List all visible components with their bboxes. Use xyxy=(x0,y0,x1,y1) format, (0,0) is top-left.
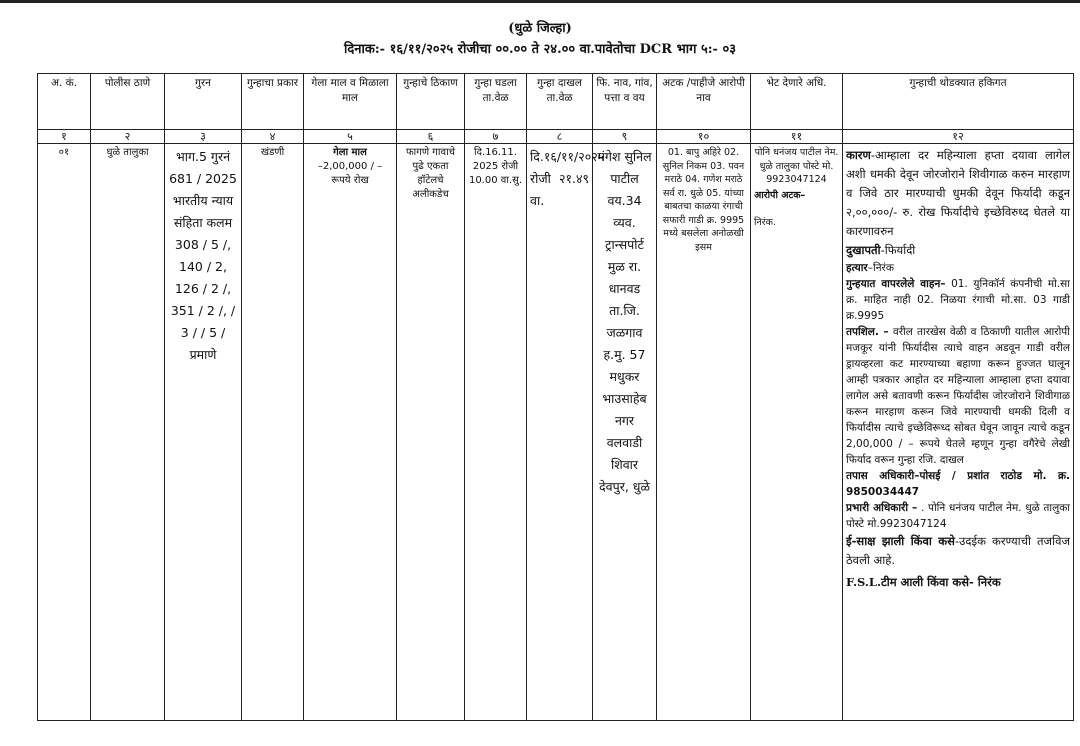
cell-registered: दि.१६/११/२०२५ रोजी २१.४९ वा. xyxy=(527,144,593,721)
cell-place: फागणे गावाचे पुढे एकता हॉटेलचे अलीकडेच xyxy=(397,144,465,721)
reason-label: कारण xyxy=(846,148,871,162)
col-number: ७ xyxy=(465,130,527,144)
col-number: १२ xyxy=(843,130,1074,144)
fsl-text: F.S.L.टीम आली किंवा कसे- निरंक xyxy=(846,575,1001,589)
col-header-registered: गुन्हा दाखल ता.वेळ xyxy=(527,74,593,130)
col-number: १ xyxy=(38,130,91,144)
col-number: ९ xyxy=(593,130,657,144)
district-title: (धुळे जिल्हा) xyxy=(508,21,572,36)
col-header-accused: अटक /पाहीजे आरोपी नाव xyxy=(657,74,751,130)
property-title: गेला माल xyxy=(333,147,367,158)
column-header-row xyxy=(38,74,1074,130)
weapon-label: हत्यार xyxy=(846,262,868,274)
vehicle-label: गुन्हयात वापरलेले वाहन– xyxy=(846,278,946,290)
cell-visiting-officer xyxy=(751,144,843,721)
vehicle-text: 01. युनिकॉर्न कंपनीची मो.सा क्र. माहित नाही 02. निळया रंगाची मो.सा. 03 गाडी क्र.9995 xyxy=(846,278,1070,322)
victim-label: दुखापती xyxy=(846,243,881,257)
cell-property xyxy=(304,144,397,721)
incharge-label: प्रभारी अधिकारी – xyxy=(846,502,918,514)
col-header-serial: अ. कं. xyxy=(38,74,91,130)
cell-police-station: धुळे तालुका xyxy=(91,144,165,721)
top-border xyxy=(0,0,1080,3)
column-number-row xyxy=(38,130,1074,144)
col-header-crime-type: गुन्हाचा प्रकार xyxy=(242,74,304,130)
esakshya-text: -उदईक करण्याची तजविज ठेवली आहे. xyxy=(846,534,1070,567)
col-header-complainant: फि. नाव, गांव, पत्ता व वय xyxy=(593,74,657,130)
accused-arrest-value: निरंक. xyxy=(754,217,776,228)
esakshya-label: ई-साक्ष झाली किंवा कसे xyxy=(846,534,955,548)
cell-complainant: मंगेश सुनिल पाटील वय.34 व्यव. ट्रान्सपोर्ट मुळ रा. धानवड ता.जि. जळगाव ह.मु. 57 मधुकर भाउसाहेब नगर वलवाडी शिवार देवपुर, धुळे xyxy=(593,144,657,721)
col-header-place: गुन्हाचे ठिकाण xyxy=(397,74,465,130)
cell-case-no: भाग.5 गुरनं 681 / 2025 भारतीय न्याय संहिता कलम 308 / 5 /, 140 / 2, 126 / 2 /, 351 / 2 /, / 3 / / 5 / प्रमाणे xyxy=(165,144,242,721)
property-value: –2,00,000 / – रूपये रोख xyxy=(317,161,383,186)
col-header-occurred: गुन्हा घडला ता.वेळ xyxy=(465,74,527,130)
details-text: वरील तारखेस वेळी व ठिकाणी यातील आरोपी मजकूर यांनी फिर्यादीस त्याचे वाहन अडवून गाडी वरील ड्रायव्हरला कट मारण्याच्या बहाणा करून हुज्जत घालून आम्ही पत्रकार आहोत दर महिन्याला आम्हाला हप्ता दयावा लागेल असे बतावणी करून फिर्यादीस जोरजोराने शिवीगाळ करून मारहाण करून जिवे मारण्याची धमकी दिली व फिर्यादीस त्याचे इच्छेविरूध्द सोबत घेवून जावून त्याचे कडून 2,00,000 / – रूपये घेतले म्हणून गुन्हा वगैरेचे लेखी फिर्याद वरून गुन्हा रजि. दाखल xyxy=(846,326,1070,466)
col-number: ८ xyxy=(527,130,593,144)
investigating-officer: तपास अधिकारी–पोसई / प्रशांत राठोड मो. क्र. 9850034447 xyxy=(846,470,1070,498)
weapon-text: –निरंक xyxy=(867,262,894,274)
accused-arrest-label: आरोपी अटक– xyxy=(754,189,806,201)
reason-text: -आम्हाला दर महिन्याला हप्ता दयावा लागेल अशी धमकी देवून जोरजोराने शिवीगाळ करुन मारहाण व जिवे ठार मारण्याची धुमकी देवून फिर्यादी कडून २,००,०००/- रु. रोख फिर्यादीचे इच्छेविरुध्द घेतले या कारणावरुन xyxy=(846,148,1070,238)
col-number: ६ xyxy=(397,130,465,144)
cell-serial: ०१ xyxy=(38,144,91,721)
col-number: ३ xyxy=(165,130,242,144)
cell-accused: 01. बापु अहिरे 02. सुनिल निकम 03. पवन मराठे 04. गणेश मराठे सर्व रा. धुळे 05. यांच्या बाबतचा काळया रंगाची सफारी गाडी क्र. 9995 मध्ये बसलेला अनोळखी इसम xyxy=(657,144,751,721)
col-number: ११ xyxy=(751,130,843,144)
col-number: १० xyxy=(657,130,751,144)
table-row xyxy=(38,144,1074,721)
col-number: ५ xyxy=(304,130,397,144)
victim-text: -फिर्यादी xyxy=(880,243,916,257)
cell-facts xyxy=(843,144,1074,721)
cell-occurred: दि.16.11. 2025 रोजी 10.00 वा.सु. xyxy=(465,144,527,721)
col-header-police-station: पोलीस ठाणे xyxy=(91,74,165,130)
cell-crime-type: खंडणी xyxy=(242,144,304,721)
col-header-property: गेला माल व मिळाला माल xyxy=(304,74,397,130)
col-header-case-no: गुरन xyxy=(165,74,242,130)
visiting-officer-text: पोनि धनंजय पाटील नेम. धुळे तालुका पोस्टे मो. 9923047124 xyxy=(754,147,839,185)
col-number: २ xyxy=(91,130,165,144)
col-number: ४ xyxy=(242,130,304,144)
incharge-text: . पोनि धनंजय पाटील नेम. धुळे तालुका पोस्टे मो.9923047124 xyxy=(846,502,1070,530)
dcr-table xyxy=(37,73,1074,721)
col-header-visiting-officer: भेट देणारे अधि. xyxy=(751,74,843,130)
report-subtitle: दिनाक:- १६/११/२०२५ रोजीचा ००.०० ते २४.०० वा.पावेतोचा DCR भाग ५:- ०३ xyxy=(344,42,736,57)
details-label: तपशिल. – xyxy=(846,326,889,338)
col-header-facts: गुन्हाची थोडक्यात हकिगत xyxy=(843,74,1074,130)
report-header xyxy=(0,20,1080,60)
